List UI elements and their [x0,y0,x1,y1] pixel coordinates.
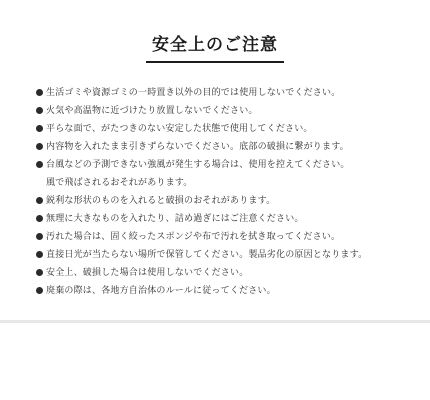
notice-list [36,84,408,300]
bullet-icon [36,197,43,204]
list-item-text: 鋭利な形状のものを入れると破損のおそれがあります。 [46,196,276,206]
list-item-continuation [36,174,408,192]
bullet-icon [36,89,43,96]
list-item-text: 生活ゴミや資源ゴミの一時置き以外の目的では使用しないでください。 [46,88,341,98]
bullet-icon [36,251,43,258]
list-item [36,156,408,174]
list-item-text: 直接日光が当たらない場所で保管してください。製品劣化の原因となります。 [46,250,368,260]
list-item [36,210,408,228]
page-title: 安全上のご注意 [146,30,284,63]
list-item-text: 汚れた場合は、固く絞ったスポンジや布で汚れを拭き取ってください。 [46,232,341,242]
list-item [36,264,408,282]
list-item [36,282,408,300]
list-item [36,120,408,138]
bullet-icon [36,143,43,150]
bullet-icon [36,269,43,276]
bullet-icon [36,107,43,114]
list-item-continuation-text: 風で飛ばされるおそれがあります。 [46,178,193,188]
list-item [36,84,408,102]
title-container [0,30,430,63]
list-item-text: 台風などの予測できない強風が発生する場合は、使用を控えてください。 [46,160,350,170]
list-item [36,192,408,210]
bullet-icon [36,215,43,222]
bullet-icon [36,125,43,132]
list-item [36,246,408,264]
list-item-text: 無理に大きなものを入れたり、詰め過ぎにはご注意ください。 [46,214,304,224]
list-item-text: 廃棄の際は、各地方自治体のルールに従ってください。 [46,286,276,296]
list-item-text: 内容物を入れたまま引きずらないでください。底部の破損に繋がります。 [46,142,349,152]
bullet-icon [36,287,43,294]
list-item [36,138,408,156]
list-item [36,228,408,246]
list-item-text: 平らな面で、がたつきのない安定した状態で使用してください。 [46,124,313,134]
list-item [36,102,408,120]
bullet-icon [36,161,43,168]
bullet-icon [36,233,43,240]
list-item-text: 安全上、破損した場合は使用しないでください。 [46,268,249,278]
list-item-text: 火気や高温物に近づけたり放置しないでください。 [46,106,258,116]
